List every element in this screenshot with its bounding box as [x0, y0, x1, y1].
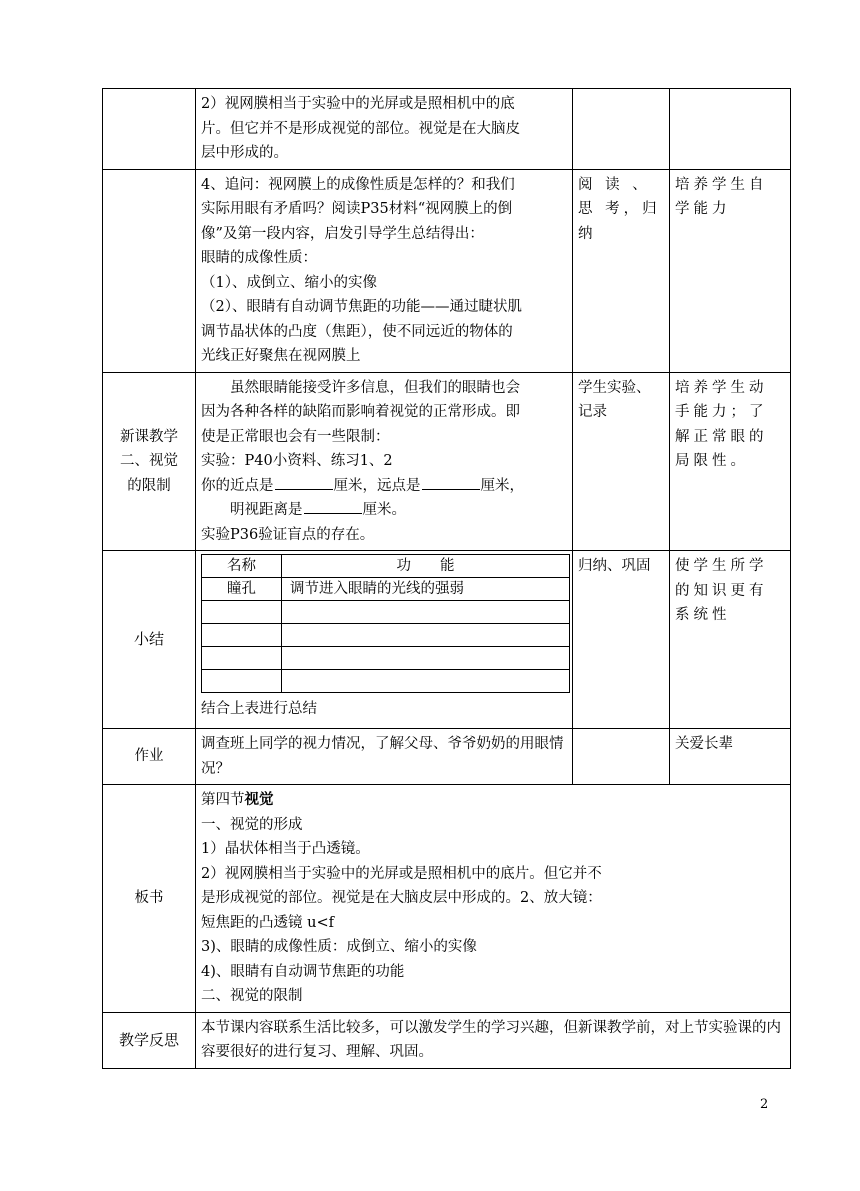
student-activity-cell: 归纳、巩固	[573, 551, 670, 729]
summary-table-row	[202, 647, 570, 670]
fill-blank	[275, 475, 333, 490]
table-row	[103, 169, 791, 372]
content-cell: 虽然眼睛能接受许多信息，但我们的眼睛也会 因为各种各样的缺陷而影响着视觉的正常形成。即 使是正常眼也会有一些限制： 实验：P40小资料、练习1、2 你的近点是 厘米，远点是 厘米， 明视距离是 厘米。 实验P36验证盲点的存在。	[196, 372, 573, 551]
page-number: 2	[760, 1097, 769, 1112]
student-activity-cell	[573, 89, 670, 170]
purpose-cell: 关爱长辈	[670, 729, 791, 785]
reflection-cell: 本节课内容联系生活比较多，可以激发学生的学习兴趣，但新课教学前，对上节实验课的内容要很好的进行复习、理解、巩固。	[196, 1012, 791, 1068]
table-row	[103, 372, 791, 551]
lesson-plan-table	[102, 88, 791, 1069]
row-label: 新课教学 二、视觉 的限制	[103, 372, 196, 551]
summary-table	[201, 554, 570, 693]
content-cell: 2）视网膜相当于实验中的光屏或是照相机中的底 片。但它并不是形成视觉的部位。视觉是在大脑皮 层中形成的。	[196, 89, 573, 170]
summary-table-row	[202, 624, 570, 647]
summary-footer: 结合上表进行总结	[201, 701, 317, 717]
summary-table-row	[202, 670, 570, 693]
near-far-point-line: 你的近点是 厘米，远点是 厘米，	[201, 474, 567, 499]
student-activity-cell	[573, 729, 670, 785]
purpose-cell: 培养学生动手能力；了解正常眼的局限性。	[670, 372, 791, 551]
purpose-cell: 使学生所学的知识更有系统性	[670, 551, 791, 729]
content-cell	[196, 551, 573, 729]
content-cell: 调查班上同学的视力情况，了解父母、爷爷奶奶的用眼情况？	[196, 729, 573, 785]
clear-distance-line: 明视距离是 厘米。	[201, 498, 567, 523]
table-row	[103, 1012, 791, 1068]
purpose-cell	[670, 89, 791, 170]
student-activity-cell: 学生实验、记录	[573, 372, 670, 551]
row-label-empty	[103, 89, 196, 170]
summary-table-row	[202, 601, 570, 624]
purpose-cell: 培养学生自学能力	[670, 169, 791, 372]
table-row	[103, 785, 791, 1013]
row-label: 板书	[103, 785, 196, 1013]
table-row	[103, 89, 791, 170]
row-label: 作业	[103, 729, 196, 785]
content-cell: 4、追问：视网膜上的成像性质是怎样的？和我们 实际用眼有矛盾吗？阅读P35材料“视网膜上的倒 像”及第一段内容，启发引导学生总结得出： 眼睛的成像性质： （1）、成倒立、缩小的实像 （2）、眼睛有自动调节焦距的功能——通过睫状肌 调节晶状体的凸度（焦距），使不同远近的物体的 光线正好聚焦在视网膜上	[196, 169, 573, 372]
board-content-cell: 第四节视觉 一、视觉的形成 1）晶状体相当于凸透镜。 2）视网膜相当于实验中的光屏或是照相机中的底片。但它并不 是形成视觉的部位。视觉是在大脑皮层中形成的。2、放大镜： 短焦距的凸透镜 u<f 3)、眼睛的成像性质：成倒立、缩小的实像 4)、眼睛有自动调节焦距的功能 二、视觉的限制	[196, 785, 791, 1013]
row-label: 小结	[103, 551, 196, 729]
fill-blank	[422, 475, 480, 490]
row-label: 教学反思	[103, 1012, 196, 1068]
summary-table-header: 名称 功 能	[202, 555, 570, 578]
student-activity-cell: 阅 读 、 思 考，归纳	[573, 169, 670, 372]
summary-table-row: 瞳孔 调节进入眼睛的光线的强弱	[202, 578, 570, 601]
table-row	[103, 551, 791, 729]
fill-blank	[304, 499, 362, 514]
row-label-empty	[103, 169, 196, 372]
board-title: 第四节视觉	[201, 791, 274, 808]
table-row	[103, 729, 791, 785]
